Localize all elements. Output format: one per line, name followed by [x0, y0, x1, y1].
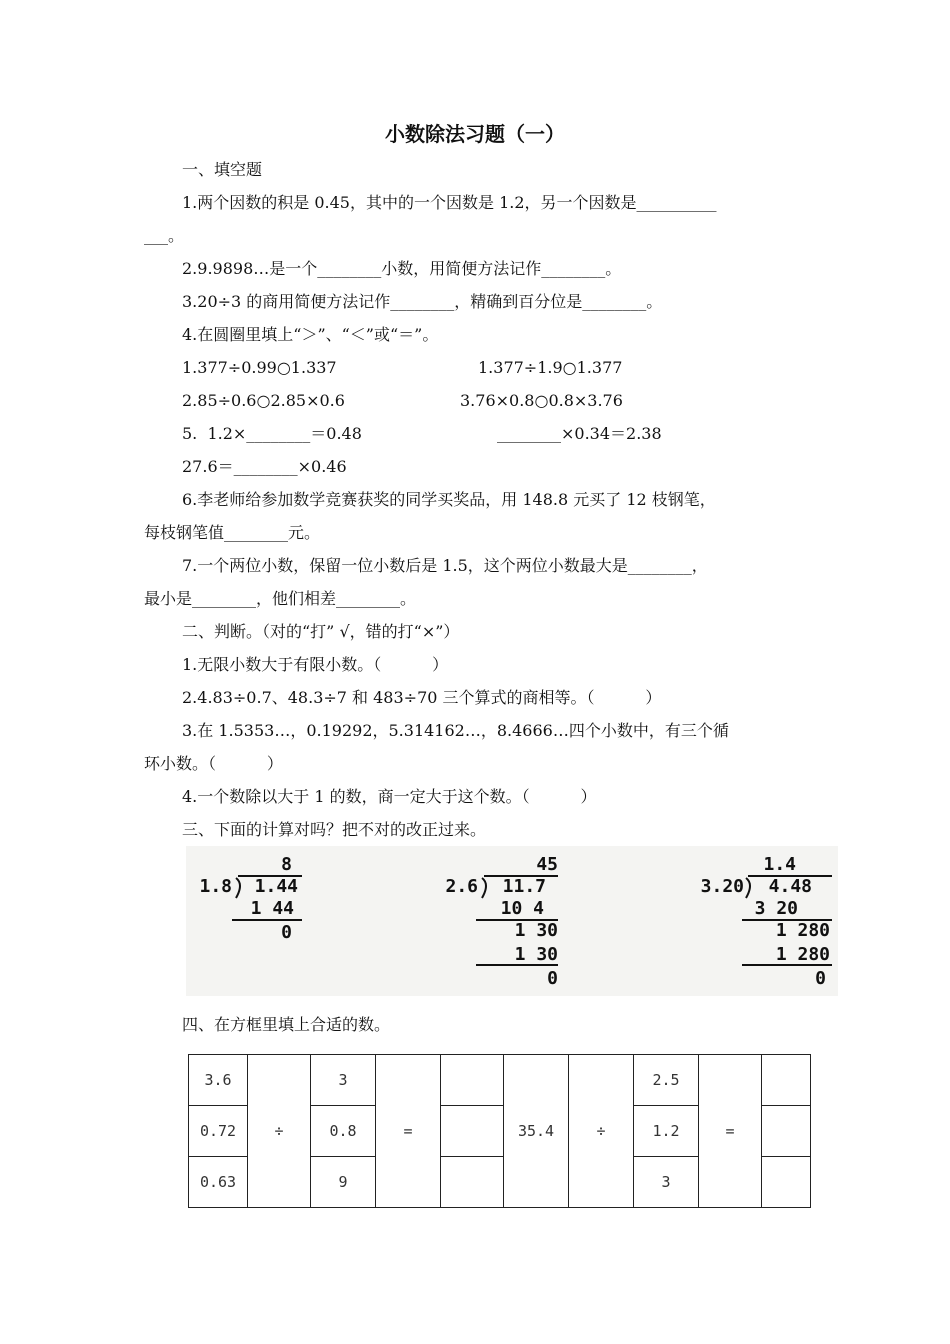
- calc1-row2: 0: [281, 922, 292, 943]
- calc2-divisor: 2.6: [445, 876, 478, 897]
- question-4: 4.在圆圈里填上“＞”、“＜”或“＝”。: [182, 325, 439, 344]
- page-title: 小数除法习题（一）: [385, 122, 565, 146]
- judge-1: 1.无限小数大于有限小数。（ ）: [182, 655, 449, 674]
- question-1-continued: ___。: [144, 226, 185, 245]
- division-bracket-2: [482, 878, 486, 898]
- calc3-dividend: 4.48: [768, 876, 812, 897]
- calc2-dividend: 11.7: [502, 876, 546, 897]
- judge-3-continued: 环小数。（ ）: [144, 754, 283, 773]
- t1-col1-r1: 3.6: [189, 1055, 248, 1106]
- division-bracket-1: [236, 878, 240, 898]
- t2-left-value: 35.4: [504, 1055, 569, 1208]
- question-5-b: 27.6＝________×0.46: [182, 457, 347, 476]
- calc1-dividend: 1.44: [254, 876, 298, 897]
- q4-row2-left: 2.85÷0.6○2.85×0.6: [182, 391, 345, 410]
- question-1: 1.两个因数的积是 0.45，其中的一个因数是 1.2，另一个因数是__________: [182, 193, 717, 212]
- question-6: 6.李老师给参加数学竞赛获奖的同学买奖品，用 148.8 元买了 12 枝钢笔，: [182, 490, 716, 509]
- calc2-row2: 1 30: [514, 920, 558, 941]
- t1-col2-r2: 0.8: [311, 1106, 376, 1157]
- calc1-divisor: 1.8: [199, 876, 232, 897]
- t2-answer-box-1[interactable]: [762, 1055, 811, 1106]
- judge-4: 4.一个数除以大于 1 的数，商一定大于这个数。（ ）: [182, 787, 597, 806]
- question-5-right: ________×0.34＝2.38: [497, 424, 662, 443]
- calc3-row3: 1 280: [775, 944, 830, 965]
- t1-col2-r3: 9: [311, 1157, 376, 1208]
- question-5-left: 5. 1.2×________＝0.48: [182, 424, 362, 443]
- calc2-row3: 1 30: [514, 944, 558, 965]
- section2-heading: 二、判断。（对的“打” √，错的打“×”）: [182, 622, 460, 641]
- fill-in-table: [188, 1054, 811, 1208]
- t1-answer-box-1[interactable]: [441, 1055, 504, 1106]
- t1-col1-r2: 0.72: [189, 1106, 248, 1157]
- t2-answer-box-2[interactable]: [762, 1106, 811, 1157]
- t2-equals-sign: =: [699, 1055, 762, 1208]
- question-6-continued: 每枝钢笔值________元。: [144, 523, 321, 542]
- t1-divide-sign: ÷: [248, 1055, 311, 1208]
- t2-col-r2: 1.2: [634, 1106, 699, 1157]
- calc1-quotient: 8: [281, 854, 292, 875]
- t1-col2-r1: 3: [311, 1055, 376, 1106]
- calc2-row4: 0: [547, 968, 558, 989]
- calc2-quotient: 45: [536, 854, 558, 875]
- judge-2: 2.4.83÷0.7、48.3÷7 和 483÷70 三个算式的商相等。（ ）: [182, 688, 662, 707]
- t1-equals-sign: =: [376, 1055, 441, 1208]
- calc3-row4: 0: [815, 968, 826, 989]
- t1-answer-box-3[interactable]: [441, 1157, 504, 1208]
- question-2: 2.9.9898…是一个________小数，用简便方法记作________。: [182, 259, 622, 278]
- question-3: 3.20÷3 的商用简便方法记作________，精确到百分位是________。: [182, 292, 663, 311]
- division-bracket-3: [746, 878, 750, 898]
- q4-row1-left: 1.377÷0.99○1.337: [182, 358, 337, 377]
- t2-divide-sign: ÷: [569, 1055, 634, 1208]
- t2-answer-box-3[interactable]: [762, 1157, 811, 1208]
- section4-heading: 四、在方框里填上合适的数。: [182, 1015, 391, 1034]
- calc1-row1: 1 44: [250, 898, 294, 919]
- q4-row1-right: 1.377÷1.9○1.377: [478, 358, 623, 377]
- q4-row2-right: 3.76×0.8○0.8×3.76: [460, 391, 623, 410]
- section3-heading: 三、下面的计算对吗？把不对的改正过来。: [182, 820, 487, 839]
- calc3-row1: 3 20: [754, 898, 798, 919]
- calc2-row1: 10 4: [500, 898, 544, 919]
- section1-heading: 一、填空题: [182, 160, 263, 179]
- t2-col-r1: 2.5: [634, 1055, 699, 1106]
- t2-col-r3: 3: [634, 1157, 699, 1208]
- judge-3: 3.在 1.5353…，0.19292，5.314162…，8.4666…四个小数中，有三个循: [182, 721, 729, 740]
- question-7: 7.一个两位小数，保留一位小数后是 1.5，这个两位小数最大是________，: [182, 556, 708, 575]
- long-division-lines: [186, 846, 838, 996]
- t1-col1-r3: 0.63: [189, 1157, 248, 1208]
- question-7-continued: 最小是________，他们相差________。: [144, 589, 417, 608]
- t1-answer-box-2[interactable]: [441, 1106, 504, 1157]
- calc3-divisor: 3.20: [700, 876, 744, 897]
- calc3-quotient: 1.4: [763, 854, 796, 875]
- calc3-row2: 1 280: [775, 920, 830, 941]
- long-division-figure: [186, 846, 838, 996]
